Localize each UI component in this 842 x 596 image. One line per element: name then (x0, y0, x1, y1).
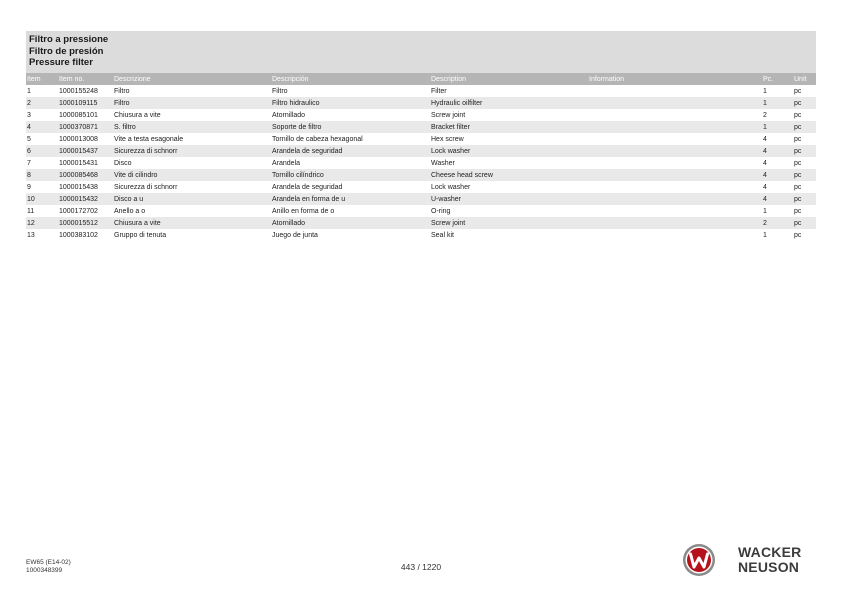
cell-item-no: 1000015437 (58, 145, 113, 157)
cell-item-no: 1000109115 (58, 97, 113, 109)
cell-descripcion: Arandela (272, 159, 301, 167)
table-row (26, 193, 816, 205)
cell-item-no: 1000383102 (59, 231, 98, 239)
cell-item: 6 (26, 145, 58, 157)
cell-information (588, 157, 762, 169)
cell-information (588, 229, 762, 241)
cell-descrizione: S. filtro (113, 121, 271, 133)
cell-descripcion: Arandela en forma de u (271, 193, 430, 205)
cell-descripcion: Juego de junta (272, 231, 318, 239)
wacker-neuson-logo-icon (682, 543, 716, 577)
cell-pc: 4 (762, 145, 793, 157)
table-row (26, 217, 816, 229)
cell-item-no: 1000085101 (59, 111, 98, 119)
cell-descrizione: Sicurezza di schnorr (113, 145, 271, 157)
cell-description: Screw joint (430, 217, 588, 229)
col-header-description: Description (430, 73, 588, 85)
cell-information (588, 85, 762, 97)
cell-information (588, 181, 762, 193)
cell-unit: pc (794, 135, 802, 143)
cell-unit: pc (793, 217, 816, 229)
cell-description: Cheese head screw (430, 169, 588, 181)
table-row (26, 229, 816, 241)
cell-unit: pc (794, 231, 802, 239)
title-block (26, 31, 816, 73)
table-row (26, 205, 816, 217)
parts-table (26, 73, 816, 241)
cell-descripcion: Filtro (272, 87, 288, 95)
cell-unit: pc (793, 193, 816, 205)
col-header-pc: Pc. (762, 73, 793, 85)
col-header-unit: Unit (793, 73, 816, 85)
col-header-item: Item (26, 73, 58, 85)
cell-description: Lock washer (430, 145, 588, 157)
cell-descrizione: Disco (114, 159, 132, 167)
table-row (26, 121, 816, 133)
table-row (26, 109, 816, 121)
table-row (26, 145, 816, 157)
cell-pc: 4 (763, 135, 767, 143)
cell-unit: pc (794, 159, 802, 167)
cell-description: Seal kit (431, 231, 454, 239)
cell-pc: 1 (762, 121, 793, 133)
cell-item: 13 (27, 231, 35, 239)
col-header-descrizione: Descrizione (113, 73, 271, 85)
cell-descrizione: Vite di cilindro (113, 169, 271, 181)
table-row (26, 97, 816, 109)
cell-description: Washer (431, 159, 455, 167)
cell-descripcion: Atornillado (272, 111, 306, 119)
footer-model: EW65 (E14-02) (26, 559, 71, 566)
title-english: Pressure filter (29, 57, 93, 68)
logo-line-2: NEUSON (738, 558, 800, 575)
cell-descrizione: Anello a o (114, 207, 146, 215)
cell-descrizione: Gruppo di tenuta (114, 231, 167, 239)
cell-item: 3 (27, 111, 31, 119)
cell-descripcion: Tornillo cilíndrico (271, 169, 430, 181)
table-row (26, 181, 816, 193)
cell-descripcion: Tornillo de cabeza hexagonal (272, 135, 363, 143)
cell-descrizione: Vite a testa esagonale (114, 135, 184, 143)
cell-descrizione: Filtro (114, 87, 130, 95)
cell-pc: 4 (763, 183, 767, 191)
col-header-descripcion: Descripción (271, 73, 430, 85)
cell-descrizione: Disco a u (113, 193, 271, 205)
cell-item: 2 (26, 97, 58, 109)
cell-item: 1 (27, 87, 31, 95)
cell-unit: pc (793, 121, 816, 133)
cell-description: Hydraulic oilfilter (430, 97, 588, 109)
table-row (26, 169, 816, 181)
cell-description: Bracket filter (430, 121, 588, 133)
cell-item: 8 (26, 169, 58, 181)
cell-item: 10 (26, 193, 58, 205)
cell-unit: pc (794, 207, 802, 215)
cell-item-no: 1000013008 (59, 135, 98, 143)
title-italian: Filtro a pressione (29, 34, 109, 45)
cell-item: 5 (27, 135, 31, 143)
cell-information (588, 193, 762, 205)
cell-descrizione: Sicurezza di schnorr (114, 183, 178, 191)
cell-item-no: 1000155248 (59, 87, 98, 95)
cell-information (588, 145, 762, 157)
cell-item-no: 1000015512 (58, 217, 113, 229)
cell-item: 4 (26, 121, 58, 133)
cell-descrizione: Chiusura a vite (114, 111, 161, 119)
cell-unit: pc (794, 111, 802, 119)
cell-pc: 2 (762, 217, 793, 229)
cell-descripcion: Anillo en forma de o (272, 207, 335, 215)
cell-information (588, 109, 762, 121)
logo-line-1: WACKER (738, 544, 802, 560)
cell-item: 11 (27, 207, 35, 215)
cell-pc: 4 (762, 193, 793, 205)
col-header-information: Information (588, 73, 762, 85)
cell-pc: 1 (763, 231, 767, 239)
cell-information (588, 97, 762, 109)
page-number: 443 / 1220 (400, 562, 442, 572)
cell-description: Hex screw (431, 135, 464, 143)
cell-information (588, 217, 762, 229)
cell-descrizione: Chiusura a vite (113, 217, 271, 229)
cell-pc: 1 (763, 87, 767, 95)
cell-item-no: 1000015438 (59, 183, 98, 191)
cell-item: 12 (26, 217, 58, 229)
cell-pc: 4 (763, 159, 767, 167)
cell-item-no: 1000085468 (58, 169, 113, 181)
cell-item: 7 (27, 159, 31, 167)
cell-descripcion: Arandela de seguridad (271, 145, 430, 157)
cell-item-no: 1000015431 (59, 159, 98, 167)
cell-unit: pc (794, 87, 802, 95)
cell-description: O-ring (431, 207, 451, 215)
cell-description: Screw joint (431, 111, 466, 119)
title-spanish: Filtro de presión (29, 45, 104, 57)
cell-information (588, 121, 762, 133)
cell-description: Lock washer (431, 183, 471, 191)
cell-unit: pc (793, 97, 816, 109)
table-row (26, 85, 816, 97)
cell-information (588, 169, 762, 181)
cell-information (588, 133, 762, 145)
cell-descripcion: Filtro hidraulico (271, 97, 430, 109)
cell-descripcion: Soporte de filtro (271, 121, 430, 133)
cell-item-no: 1000370871 (58, 121, 113, 133)
cell-information (588, 205, 762, 217)
cell-pc: 1 (762, 97, 793, 109)
cell-unit: pc (793, 145, 816, 157)
cell-descripcion: Arandela de seguridad (272, 183, 343, 191)
table-row (26, 133, 816, 145)
table-header-row (26, 73, 816, 85)
cell-descripcion: Atornillado (271, 217, 430, 229)
cell-pc: 4 (762, 169, 793, 181)
cell-pc: 2 (763, 111, 767, 119)
cell-unit: pc (794, 183, 802, 191)
table-row (26, 157, 816, 169)
cell-description: U-washer (430, 193, 588, 205)
cell-item-no: 1000015432 (58, 193, 113, 205)
cell-pc: 1 (763, 207, 767, 215)
col-header-item-no: Item no. (58, 73, 113, 85)
footer-doc-number: 1000348399 (26, 567, 63, 574)
cell-unit: pc (793, 169, 816, 181)
cell-description: Filter (431, 87, 447, 95)
cell-item: 9 (27, 183, 31, 191)
cell-descrizione: Filtro (113, 97, 271, 109)
brand-logo-text (738, 545, 801, 574)
cell-item-no: 1000172702 (59, 207, 98, 215)
